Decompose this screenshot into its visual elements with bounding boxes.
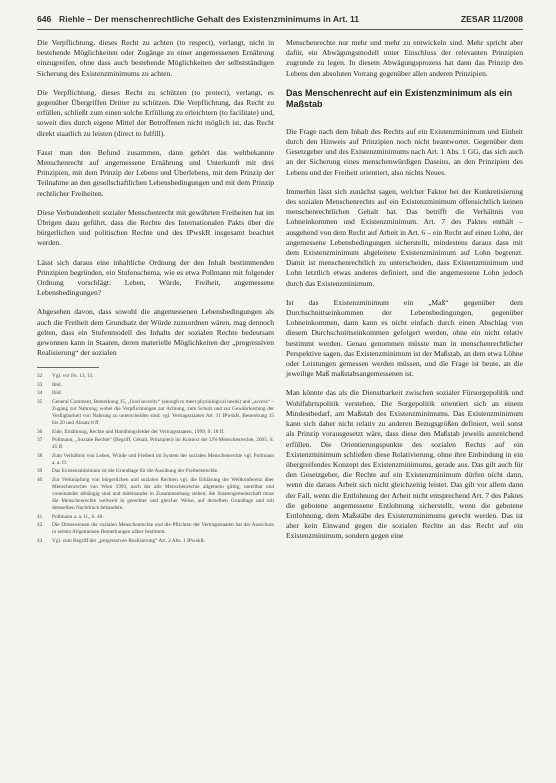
body-paragraph: Abgesehen davon, dass sowohl die angemessenen Lebensbedingungen als auch die Freiheit dem Grundsatz der Würde zuzuordnen wären, mag dennoch gelten, dass ein Stufenmodell des Inhalts der sozialen Rechte bedeutsam gewonnen kann in Staaten, deren materielle Möglichkeiten der „progressiven Realisierung“ der sozialen [37, 307, 274, 358]
footnote [37, 437, 274, 451]
body-paragraph: Diese Verbundenheit sozialer Menschenrecht mit gewährten Freiheiten hat im Übrigen dazu geführt, dass die Rechte des Internationalen Pakts über die bürgerlichen und politischen Rechte und des IPwskR insgesamt beachtet werden. [37, 207, 274, 248]
footnote-text: Zur Verknüpfung von bürgerlichen und sozialen Rechten vgl. die Erklärung der Weltkonferenz über Menschenrechte von Wien 1993, nach der alle Menschenrechte allgemein gültig, unteilbar und voneinander abhängig sind und miteinander in Zusammenhang stehen; die Staatengemeinschaft muss die Menschenrechte weltweit in gerechter und gleicher Weise, auf derselben Grundlage und mit demselben Nachdruck behandeln. [52, 476, 274, 512]
body-paragraph: Lässt sich daraus eine inhaltliche Ordnung der den Inhalt bestimmenden Prinzipien begründen, ein Stufenschema, wie es etwa Pollmann mit folgender Ordnung vorschlägt: Leben, Würde, Freiheit, angemessene Lebensbedingungen? [37, 257, 274, 298]
footnote-number: 42 [37, 522, 43, 529]
footnote-text: Pollmann, „Soziale Rechte“ (Begriff, Gehalt, Prinzipien) im Kontext der UN-Menschenrechte, 2005, S. 45 ff. [52, 437, 274, 451]
footnote-text: Vgl. vor Fn. 13, 15. [52, 373, 94, 380]
footnote-text: Die Dimensionen der sozialen Menschenrechte und die Pflichten der Vertragsstaaten hat der Ausschuss in seinen Allgemeinen Bemerkungen näher bestimmt. [52, 522, 274, 536]
left-column [37, 38, 274, 546]
footnote-number: 40 [37, 476, 43, 483]
footnote-text: Pollmann a. a. O., S. 46. [52, 513, 104, 520]
footnote-number: 37 [37, 437, 43, 444]
footnote [37, 522, 274, 536]
running-title: Riehle – Der menschenrechtliche Gehalt des Existenzminimums in Art. 11 [59, 14, 360, 24]
footnote-number: 38 [37, 452, 43, 459]
footnote-rule [37, 367, 99, 368]
footnote-text: General Comment, Bemerkung 15, „food security“ (enough to meet physiological needs) und „access“ – Zugang zur Nahrung, wobei die Verpflichtungen zur Achtung, zum Schutz und zur Gewährleistung der Verfügbarkeit von Nahrung zu unterscheiden sind; vgl. Vertragsstaaten Art. 11 IPwskR, Bemerkung 15 bis 20 und Absatz 8 ff. [52, 398, 274, 427]
footnote-number: 36 [37, 428, 43, 435]
footnote-number: 41 [37, 513, 43, 520]
running-header [37, 14, 523, 28]
footnote [37, 453, 274, 467]
footnote [37, 382, 274, 389]
footnote-number: 34 [37, 390, 43, 397]
footnote-number: 43 [37, 537, 43, 544]
footnote [37, 514, 274, 521]
footnote [37, 538, 274, 545]
body-paragraph: Immerhin lässt sich zunächst sagen, welcher Faktor bei der Konkretisierung des sozialen Menschenrechts auf ein Existenzminimum offensichtlich keinen menschenrechtlichen Gehalt hat. Das betrifft die Verhältnis von Lohneinkommen und Existenzminimum. Art. 7 des Paktes enthält – ausgehend von dem Recht auf Arbeit in Art. 6 – ein Recht auf einen Lohn, der angemessene Lebensbedingungen sicherstellt, mindestens daraus dass mit dem Existenzminimum abgeleitete Existenzminimum auf Lohn begrenzt. Damit ist menschenrechtlich zu unterscheiden, dass Existenzminimum und Lohn letztlich etwas anderes definiert, und die angemessene Lohn jedoch durch das Existenzminimum. [286, 186, 523, 288]
body-paragraph: Ist das Existenzminimum ein „Maß“ gegenüber dem Durchschnittseinkommen der Lebensbedingungen, gegenüber Lohneinkommen, dann kann es nicht einfach durch einen Abschlag von diesem Durchschnittseinkommen gefolgert werden, ohne ein nicht relativ bestimmt werden. Genau genommen müsste man in menschenrechtlicher Perspektive sagen, das Existenzminimum ist der Maßstab, an dem etwa Löhne oder Leistungen gemessen werden müssen, und die Frage ist heute, an die jeweilige Maß maßstabsangemessenen ist. [286, 297, 523, 379]
body-paragraph: Die Verpflichtung, dieses Recht zu schützen (to protect), verlangt, es gegenüber Übergriffen Dritter zu schützen. Die Verpflichtung, das Recht zu erfüllen, schließt zum einen solche Erfüllung zu erleichtern (to facilitate) und, soweit dies durch eigene Mittel der Betroffenen nicht möglich ist, das Recht direkt staatlich zu leisten (direct to fulfill). [37, 87, 274, 138]
footnote-text: Eide, Ernährung, Rechte und Handlungsfelder der Vertragsstaaten, 1999, S. 18 ff. [52, 428, 225, 435]
section-heading: Das Menschenrecht auf ein Existenzminimum als ein Maßstab [286, 87, 513, 110]
footnote-text: Ibid. [52, 390, 62, 397]
footnote-text: Das Existenzminimum ist die Grundlage für die Ausübung der Freiheitsrechte. [52, 468, 219, 475]
footnote-text: Vgl. zum Begriff der „progressiven Realisierung“ Art. 2 Abs. 1 IPwskR. [52, 537, 206, 544]
body-paragraph: Fasst man den Befund zusammen, dann gehört das weltbekannte Menschenrecht auf angemessene Ernährung und Unterkunft mit drei Prinzipien, mit dem Prinzip der Lebens und Überlebens, mit dem Prinzip der Teilnahme an den gesellschaftlichen Lebensbedingungen und mit dem Prinzip rechtlicher Freiheiten. [37, 147, 274, 198]
header-rule [37, 29, 523, 30]
footnote [37, 468, 274, 475]
journal-issue: ZESAR 11/2008 [460, 14, 523, 24]
body-paragraph: Die Frage nach dem Inhalt des Rechts auf ein Existenzminimum und Einheit durch den Hinweis auf Prinzipien noch nicht beantwortet. Gegenüber dem Gesetzgeber und des Existenzminimums nach Art. 1 Abs. 1 GG, das sich auch an der Sicherung eines menschenwürdigen Daseins, an den Prinzipien des Lebens und der Freiheit orientiert, also nichts Neues. [286, 126, 523, 177]
footnote-number: 32 [37, 373, 43, 380]
page-number: 646 [37, 14, 52, 24]
body-paragraph: Die Verpflichtung, dieses Recht zu achten (to respect), verlangt, nicht in bestehende Möglichkeiten oder Zugänge zu einer angemessenen Ernährung einzugreifen, ohne dass auch bestehende Möglichkeiten der selbstständigen Sicherung des Existenzminimums zu achten. [37, 38, 274, 78]
footnote-number: 39 [37, 468, 43, 475]
footnote-text: Ibid. [52, 381, 62, 388]
body-paragraph: Menschenrechte nur mehr und mehr zu entwickeln sind. Mehr spricht aber dafür, ein Abwägungsmodell unter Einschluss der relevanten Prinzipien zugrunde zu legen. In diesem Abwägungsprozess hat dann das Prinzip des Lebens den absoluten Vorrang gegenüber allen anderen Prinzipien. [286, 38, 523, 78]
footnote-number: 35 [37, 398, 43, 405]
footnote [37, 429, 274, 436]
body-paragraph: Man könnte das als die Dienstbarkeit zwischen sozialer Fürsorgepolitik und Wohlfahrtspolitik verstehen. Die Sorgepolitik orientiert sich an einem Mindestbedarf, am Maßstab des Existenzminimums. Das Existenzminimum kann sich daher nicht relativ zu anderen Bezugsgrößen definiert, weil sonst als Prinzip vorausgesetzt wäre, dass diese den Maßstab jeweils ausreichend erfüllen. Die Orientierungspunkte des sozialen Rechts auf ein Existenzminimum schließen diese Relativierung, ohne ihre Einbindung in ein übergreifendes Konzept des Existenzminimums, gerade aus. Das gilt auch für den Gesetzgeber, die Rechte auf ein Existenzminimum dürfen nicht dann, wenn die daraus Arbeit sich nicht gleichzeitig leistet. Das gilt vor allem dann der Fall, wenn die Entlohnung der Arbeit nicht entsprechend Art. 7 des Paktes die gebotene angemessene Entlohnung sicherstellt, wenn die gebotene Entlohnung, dem Maßstäbe des Existenzminimums gerecht werden. Das ist aber kein Einwand gegen die sozialen Rechte an das Recht auf ein Existenzminimum, sondern gegen eine [286, 388, 523, 541]
footnote [37, 390, 274, 397]
footnote [37, 373, 274, 380]
footnote-number: 33 [37, 381, 43, 388]
footnote-text: Zum Verhältnis von Leben, Würde und Freiheit im System der sozialen Menschenrechte vgl. Pollmann a. a. O. [52, 452, 274, 466]
footnote [37, 477, 274, 513]
right-column [286, 38, 523, 551]
footnote [37, 399, 274, 428]
